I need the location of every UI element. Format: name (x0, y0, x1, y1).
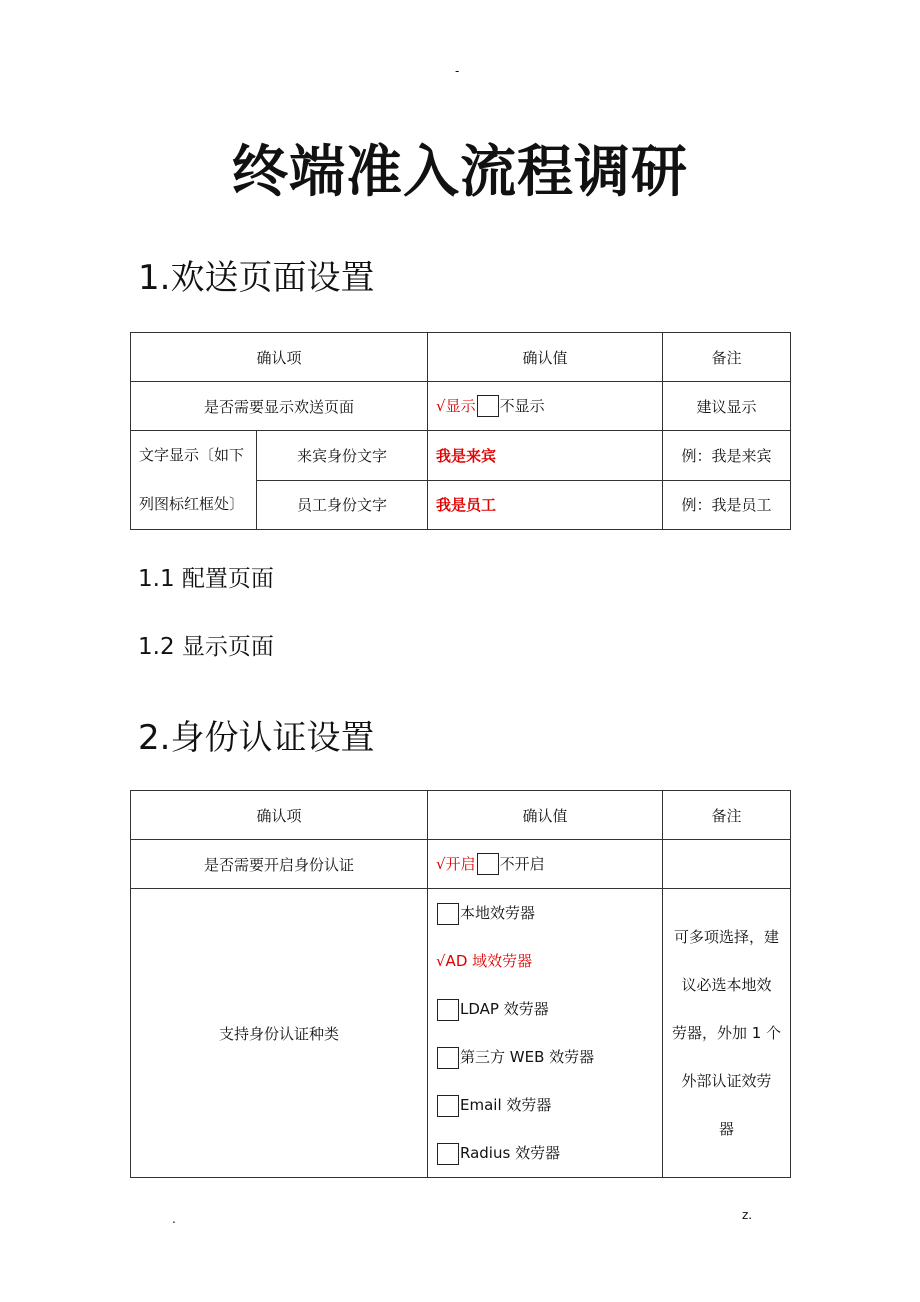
table-header-row (131, 333, 791, 382)
welcome-page-table (130, 332, 791, 530)
table-header-row (131, 791, 791, 840)
auth-note (663, 889, 791, 1178)
option-label: Radius 效劳器 (460, 1144, 561, 1162)
option-ad (428, 937, 662, 985)
row-note: 例：我是员工 (663, 480, 791, 530)
table-row (131, 889, 791, 1178)
option-label: LDAP 效劳器 (460, 1000, 549, 1018)
row-item: 是否需要显示欢送页面 (131, 382, 428, 431)
checked-option[interactable]: √开启 (436, 854, 476, 873)
header-note: 备注 (663, 791, 791, 840)
row-note: 建议显示 (663, 382, 791, 431)
option-label[interactable]: √AD 域效劳器 (436, 952, 533, 970)
checkbox[interactable] (437, 1047, 459, 1069)
label-line: 文字显示〔如下 (139, 446, 245, 464)
employee-text-value: 我是员工 (428, 480, 663, 530)
note-line: 可多项选择，建 (673, 928, 779, 946)
subsection-1-2: 1.2 显示页面 (138, 634, 274, 660)
subsection-1-1: 1.1 配置页面 (138, 566, 274, 592)
header-value: 确认值 (428, 791, 663, 840)
footer-right-mark: z. (742, 1208, 753, 1222)
note-line: 议必选本地效 (681, 976, 772, 994)
option-email (428, 1081, 662, 1129)
footer-left-mark: . (172, 1212, 176, 1226)
checkbox[interactable] (437, 1095, 459, 1117)
show-toggle-cell (428, 382, 663, 431)
option-web (428, 1033, 662, 1081)
note-line: 劳器，外加 1 个 (671, 1024, 782, 1042)
table-row (131, 382, 791, 431)
row-note (663, 840, 791, 889)
checkbox[interactable] (477, 853, 499, 875)
header-item: 确认项 (131, 791, 428, 840)
section-1-heading: 1.欢送页面设置 (138, 258, 375, 298)
auth-options-cell (428, 889, 663, 1178)
text-display-label (131, 431, 257, 530)
option-label: 本地效劳器 (460, 904, 536, 922)
table-row (131, 840, 791, 889)
option-label: Email 效劳器 (460, 1096, 552, 1114)
checkbox[interactable] (437, 903, 459, 925)
header-item: 确认项 (131, 333, 428, 382)
guest-text-value: 我是来宾 (428, 431, 663, 481)
table-row (131, 431, 791, 481)
checkbox[interactable] (437, 999, 459, 1021)
checkbox[interactable] (477, 395, 499, 417)
label-line: 列图标红框处〕 (139, 495, 245, 513)
unchecked-option: 不显示 (499, 396, 545, 415)
section-2-heading: 2.身份认证设置 (138, 718, 375, 758)
checked-option[interactable]: √显示 (436, 396, 476, 415)
header-value: 确认值 (428, 333, 663, 382)
unchecked-option: 不开启 (499, 854, 545, 873)
row-sub-item: 员工身份文字 (257, 480, 428, 530)
auth-table (130, 790, 791, 1178)
note-line: 外部认证效劳 (681, 1072, 772, 1090)
checkbox[interactable] (437, 1143, 459, 1165)
option-local (428, 889, 662, 937)
option-label: 第三方 WEB 效劳器 (460, 1048, 595, 1066)
document-title: 终端准入流程调研 (232, 140, 688, 205)
row-item: 支持身份认证种类 (131, 889, 428, 1178)
header-note: 备注 (663, 333, 791, 382)
note-line: 器 (718, 1120, 734, 1138)
option-radius (428, 1129, 662, 1177)
header-mark: - (455, 64, 460, 78)
auth-toggle-cell (428, 840, 663, 889)
option-ldap (428, 985, 662, 1033)
row-note: 例：我是来宾 (663, 431, 791, 481)
row-sub-item: 来宾身份文字 (257, 431, 428, 481)
row-item: 是否需要开启身份认证 (131, 840, 428, 889)
